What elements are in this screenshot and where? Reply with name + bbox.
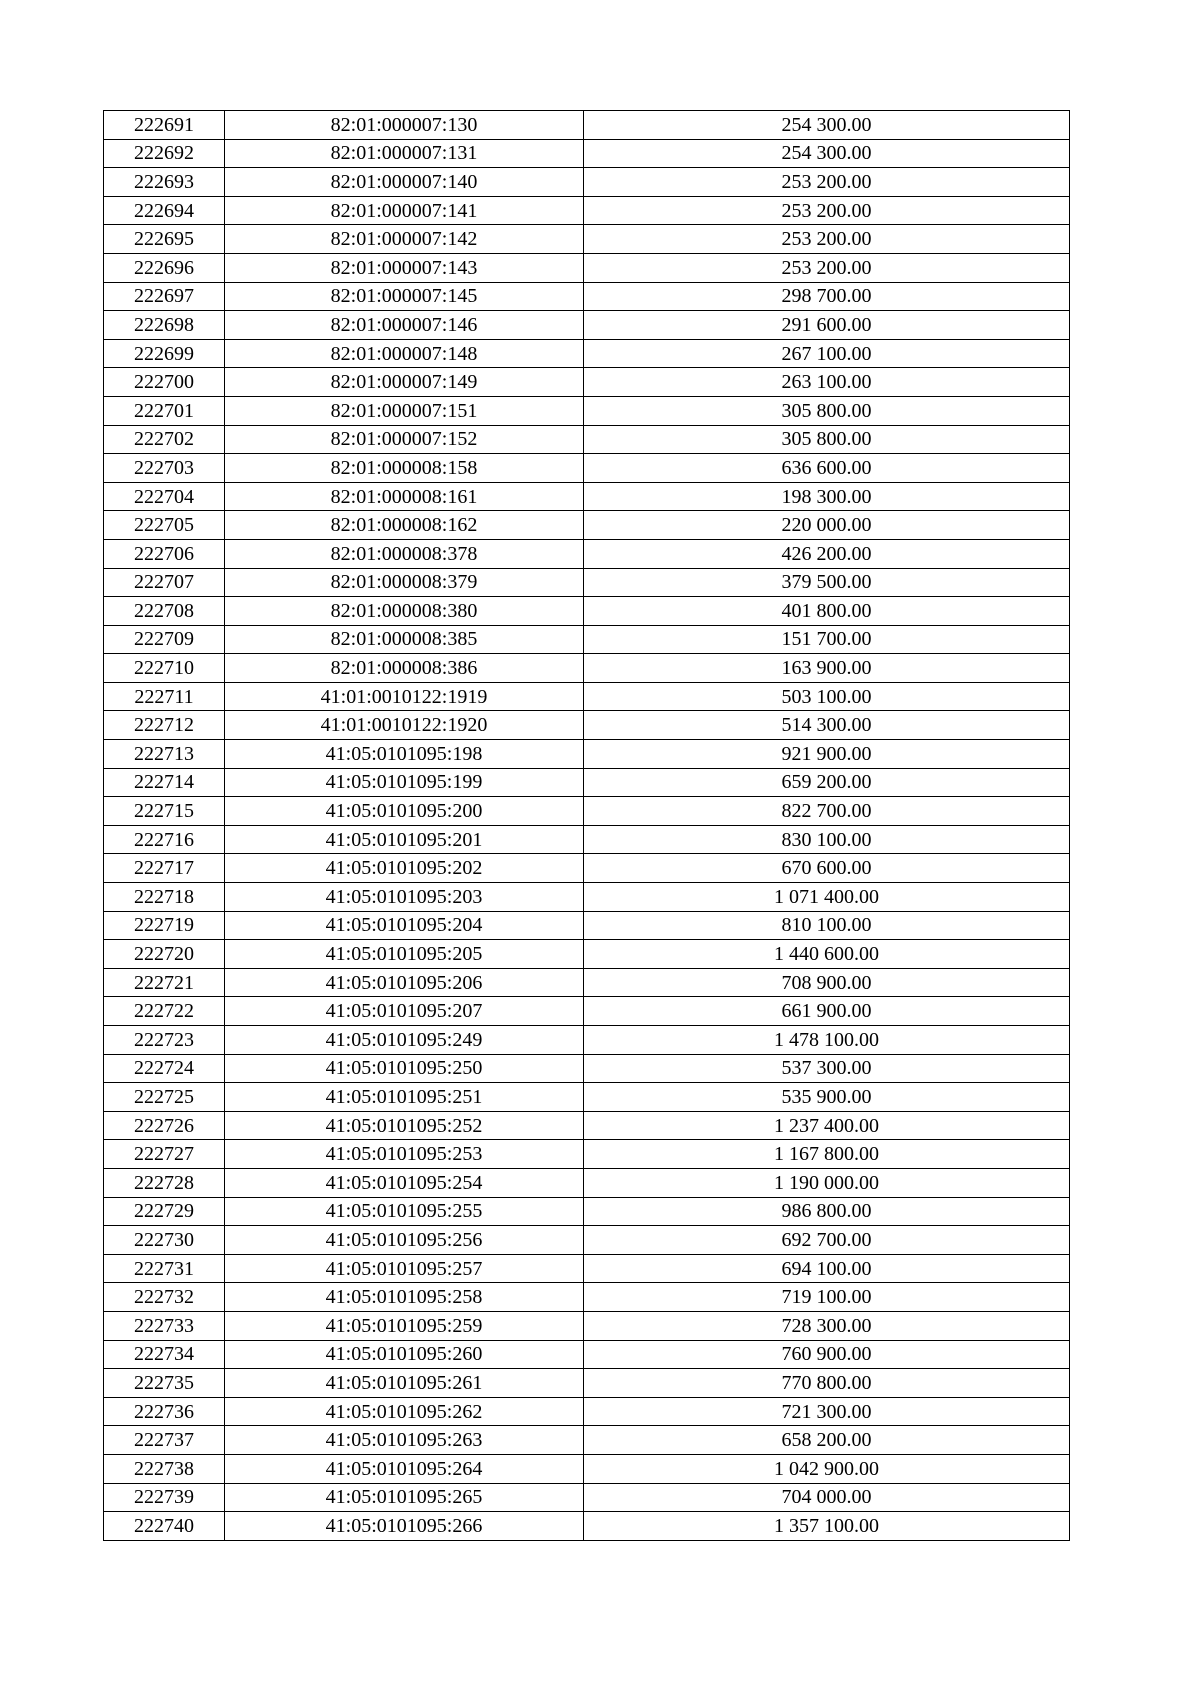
table-row (104, 225, 1070, 254)
row-number-cell: 222723 (104, 1026, 225, 1055)
row-number-cell: 222721 (104, 968, 225, 997)
row-number-cell: 222693 (104, 168, 225, 197)
cadastral-number-cell: 41:05:0101095:254 (225, 1168, 584, 1197)
cadastral-value-cell: 514 300.00 (584, 711, 1070, 740)
table-row (104, 1340, 1070, 1369)
table-row (104, 997, 1070, 1026)
table-row (104, 1197, 1070, 1226)
cadastral-value-cell: 163 900.00 (584, 654, 1070, 683)
cadastral-value-cell: 708 900.00 (584, 968, 1070, 997)
row-number-cell: 222703 (104, 454, 225, 483)
cadastral-number-cell: 41:05:0101095:204 (225, 911, 584, 940)
cadastral-value-cell: 379 500.00 (584, 568, 1070, 597)
row-number-cell: 222737 (104, 1426, 225, 1455)
row-number-cell: 222708 (104, 597, 225, 626)
table-row (104, 253, 1070, 282)
cadastral-value-cell: 692 700.00 (584, 1226, 1070, 1255)
row-number-cell: 222697 (104, 282, 225, 311)
cadastral-value-cell: 1 190 000.00 (584, 1168, 1070, 1197)
table-row (104, 854, 1070, 883)
row-number-cell: 222700 (104, 368, 225, 397)
cadastral-number-cell: 82:01:000007:143 (225, 253, 584, 282)
table-row (104, 311, 1070, 340)
cadastral-value-cell: 704 000.00 (584, 1483, 1070, 1512)
row-number-cell: 222702 (104, 425, 225, 454)
cadastral-value-cell: 253 200.00 (584, 196, 1070, 225)
table-row (104, 1483, 1070, 1512)
cadastral-number-cell: 82:01:000007:130 (225, 111, 584, 140)
table-row (104, 568, 1070, 597)
table-row (104, 1283, 1070, 1312)
row-number-cell: 222732 (104, 1283, 225, 1312)
row-number-cell: 222699 (104, 339, 225, 368)
cadastral-number-cell: 41:05:0101095:265 (225, 1483, 584, 1512)
table-row (104, 1254, 1070, 1283)
row-number-cell: 222735 (104, 1369, 225, 1398)
cadastral-value-cell: 830 100.00 (584, 825, 1070, 854)
cadastral-value-cell: 921 900.00 (584, 740, 1070, 769)
cadastral-value-cell: 822 700.00 (584, 797, 1070, 826)
row-number-cell: 222725 (104, 1083, 225, 1112)
table-row (104, 425, 1070, 454)
cadastral-value-cell: 694 100.00 (584, 1254, 1070, 1283)
cadastral-value-cell: 503 100.00 (584, 682, 1070, 711)
row-number-cell: 222720 (104, 940, 225, 969)
row-number-cell: 222726 (104, 1111, 225, 1140)
cadastral-value-cell: 151 700.00 (584, 625, 1070, 654)
row-number-cell: 222722 (104, 997, 225, 1026)
row-number-cell: 222705 (104, 511, 225, 540)
table-row (104, 797, 1070, 826)
table-row (104, 111, 1070, 140)
table-body (104, 111, 1070, 1541)
cadastral-number-cell: 82:01:000007:149 (225, 368, 584, 397)
row-number-cell: 222724 (104, 1054, 225, 1083)
cadastral-number-cell: 41:05:0101095:253 (225, 1140, 584, 1169)
cadastral-number-cell: 82:01:000007:146 (225, 311, 584, 340)
cadastral-number-cell: 82:01:000008:162 (225, 511, 584, 540)
cadastral-number-cell: 82:01:000007:152 (225, 425, 584, 454)
table-row (104, 1026, 1070, 1055)
table-row (104, 196, 1070, 225)
row-number-cell: 222710 (104, 654, 225, 683)
cadastral-value-cell: 253 200.00 (584, 168, 1070, 197)
cadastral-number-cell: 41:05:0101095:255 (225, 1197, 584, 1226)
table-row (104, 1111, 1070, 1140)
cadastral-value-cell: 305 800.00 (584, 425, 1070, 454)
table-row (104, 368, 1070, 397)
table-row (104, 1311, 1070, 1340)
cadastral-number-cell: 41:05:0101095:263 (225, 1426, 584, 1455)
row-number-cell: 222731 (104, 1254, 225, 1283)
cadastral-value-cell: 267 100.00 (584, 339, 1070, 368)
cadastral-value-cell: 537 300.00 (584, 1054, 1070, 1083)
cadastral-number-cell: 41:05:0101095:258 (225, 1283, 584, 1312)
cadastral-value-cell: 760 900.00 (584, 1340, 1070, 1369)
cadastral-value-table (103, 110, 1070, 1541)
cadastral-number-cell: 41:05:0101095:261 (225, 1369, 584, 1398)
cadastral-number-cell: 41:05:0101095:251 (225, 1083, 584, 1112)
cadastral-number-cell: 82:01:000007:142 (225, 225, 584, 254)
table-row (104, 1140, 1070, 1169)
table-row (104, 968, 1070, 997)
table-row (104, 825, 1070, 854)
cadastral-number-cell: 41:05:0101095:203 (225, 883, 584, 912)
cadastral-number-cell: 82:01:000008:161 (225, 482, 584, 511)
row-number-cell: 222704 (104, 482, 225, 511)
cadastral-number-cell: 41:05:0101095:199 (225, 768, 584, 797)
row-number-cell: 222713 (104, 740, 225, 769)
cadastral-number-cell: 41:05:0101095:205 (225, 940, 584, 969)
table-row (104, 940, 1070, 969)
cadastral-number-cell: 41:05:0101095:202 (225, 854, 584, 883)
cadastral-number-cell: 41:05:0101095:256 (225, 1226, 584, 1255)
cadastral-value-cell: 220 000.00 (584, 511, 1070, 540)
cadastral-number-cell: 41:05:0101095:259 (225, 1311, 584, 1340)
cadastral-number-cell: 41:05:0101095:252 (225, 1111, 584, 1140)
cadastral-value-cell: 636 600.00 (584, 454, 1070, 483)
row-number-cell: 222740 (104, 1512, 225, 1541)
table-row (104, 396, 1070, 425)
table-row (104, 1226, 1070, 1255)
table-row (104, 1454, 1070, 1483)
cadastral-number-cell: 41:05:0101095:266 (225, 1512, 584, 1541)
row-number-cell: 222709 (104, 625, 225, 654)
cadastral-value-cell: 254 300.00 (584, 139, 1070, 168)
cadastral-value-cell: 401 800.00 (584, 597, 1070, 626)
cadastral-value-cell: 1 440 600.00 (584, 940, 1070, 969)
table-row (104, 654, 1070, 683)
cadastral-value-cell: 810 100.00 (584, 911, 1070, 940)
cadastral-value-cell: 198 300.00 (584, 482, 1070, 511)
cadastral-value-cell: 1 237 400.00 (584, 1111, 1070, 1140)
table-row (104, 1512, 1070, 1541)
table-row (104, 1397, 1070, 1426)
cadastral-value-cell: 770 800.00 (584, 1369, 1070, 1398)
cadastral-number-cell: 41:05:0101095:262 (225, 1397, 584, 1426)
cadastral-number-cell: 41:05:0101095:200 (225, 797, 584, 826)
cadastral-value-cell: 728 300.00 (584, 1311, 1070, 1340)
row-number-cell: 222701 (104, 396, 225, 425)
row-number-cell: 222707 (104, 568, 225, 597)
cadastral-number-cell: 41:05:0101095:260 (225, 1340, 584, 1369)
table-row (104, 339, 1070, 368)
row-number-cell: 222715 (104, 797, 225, 826)
row-number-cell: 222698 (104, 311, 225, 340)
cadastral-number-cell: 82:01:000007:131 (225, 139, 584, 168)
cadastral-value-cell: 721 300.00 (584, 1397, 1070, 1426)
cadastral-value-cell: 1 167 800.00 (584, 1140, 1070, 1169)
cadastral-value-cell: 1 071 400.00 (584, 883, 1070, 912)
row-number-cell: 222719 (104, 911, 225, 940)
row-number-cell: 222714 (104, 768, 225, 797)
cadastral-number-cell: 41:01:0010122:1919 (225, 682, 584, 711)
cadastral-number-cell: 41:05:0101095:198 (225, 740, 584, 769)
cadastral-number-cell: 82:01:000008:378 (225, 539, 584, 568)
row-number-cell: 222695 (104, 225, 225, 254)
table-row (104, 1054, 1070, 1083)
cadastral-value-cell: 305 800.00 (584, 396, 1070, 425)
cadastral-number-cell: 82:01:000008:380 (225, 597, 584, 626)
cadastral-value-cell: 535 900.00 (584, 1083, 1070, 1112)
cadastral-number-cell: 41:05:0101095:257 (225, 1254, 584, 1283)
table-row (104, 682, 1070, 711)
row-number-cell: 222712 (104, 711, 225, 740)
row-number-cell: 222728 (104, 1168, 225, 1197)
cadastral-number-cell: 41:05:0101095:201 (225, 825, 584, 854)
cadastral-number-cell: 41:01:0010122:1920 (225, 711, 584, 740)
cadastral-number-cell: 41:05:0101095:249 (225, 1026, 584, 1055)
cadastral-value-cell: 658 200.00 (584, 1426, 1070, 1455)
table-row (104, 883, 1070, 912)
table-row (104, 511, 1070, 540)
cadastral-value-cell: 426 200.00 (584, 539, 1070, 568)
cadastral-value-cell: 1 478 100.00 (584, 1026, 1070, 1055)
row-number-cell: 222729 (104, 1197, 225, 1226)
cadastral-value-cell: 263 100.00 (584, 368, 1070, 397)
table-row (104, 168, 1070, 197)
row-number-cell: 222692 (104, 139, 225, 168)
cadastral-value-cell: 1 042 900.00 (584, 1454, 1070, 1483)
cadastral-value-cell: 253 200.00 (584, 225, 1070, 254)
table-row (104, 711, 1070, 740)
table-row (104, 597, 1070, 626)
row-number-cell: 222711 (104, 682, 225, 711)
cadastral-number-cell: 82:01:000008:379 (225, 568, 584, 597)
cadastral-value-cell: 986 800.00 (584, 1197, 1070, 1226)
table-row (104, 625, 1070, 654)
cadastral-number-cell: 41:05:0101095:264 (225, 1454, 584, 1483)
cadastral-number-cell: 41:05:0101095:207 (225, 997, 584, 1026)
table-row (104, 1083, 1070, 1112)
cadastral-value-cell: 253 200.00 (584, 253, 1070, 282)
cadastral-number-cell: 82:01:000008:386 (225, 654, 584, 683)
cadastral-value-cell: 719 100.00 (584, 1283, 1070, 1312)
row-number-cell: 222718 (104, 883, 225, 912)
cadastral-number-cell: 82:01:000007:145 (225, 282, 584, 311)
cadastral-number-cell: 82:01:000007:140 (225, 168, 584, 197)
row-number-cell: 222733 (104, 1311, 225, 1340)
cadastral-value-cell: 298 700.00 (584, 282, 1070, 311)
table-row (104, 282, 1070, 311)
table-row (104, 1369, 1070, 1398)
cadastral-value-cell: 254 300.00 (584, 111, 1070, 140)
row-number-cell: 222691 (104, 111, 225, 140)
row-number-cell: 222738 (104, 1454, 225, 1483)
table-row (104, 482, 1070, 511)
cadastral-number-cell: 82:01:000008:385 (225, 625, 584, 654)
row-number-cell: 222694 (104, 196, 225, 225)
cadastral-number-cell: 41:05:0101095:250 (225, 1054, 584, 1083)
row-number-cell: 222716 (104, 825, 225, 854)
table-row (104, 768, 1070, 797)
cadastral-value-cell: 670 600.00 (584, 854, 1070, 883)
cadastral-number-cell: 82:01:000007:151 (225, 396, 584, 425)
table-row (104, 539, 1070, 568)
row-number-cell: 222696 (104, 253, 225, 282)
row-number-cell: 222717 (104, 854, 225, 883)
cadastral-value-cell: 659 200.00 (584, 768, 1070, 797)
cadastral-number-cell: 82:01:000007:148 (225, 339, 584, 368)
table-row (104, 1426, 1070, 1455)
table-row (104, 1168, 1070, 1197)
table-row (104, 740, 1070, 769)
cadastral-value-cell: 1 357 100.00 (584, 1512, 1070, 1541)
row-number-cell: 222734 (104, 1340, 225, 1369)
cadastral-number-cell: 41:05:0101095:206 (225, 968, 584, 997)
cadastral-value-cell: 661 900.00 (584, 997, 1070, 1026)
row-number-cell: 222739 (104, 1483, 225, 1512)
row-number-cell: 222727 (104, 1140, 225, 1169)
cadastral-value-cell: 291 600.00 (584, 311, 1070, 340)
cadastral-number-cell: 82:01:000008:158 (225, 454, 584, 483)
row-number-cell: 222736 (104, 1397, 225, 1426)
row-number-cell: 222730 (104, 1226, 225, 1255)
table-row (104, 454, 1070, 483)
row-number-cell: 222706 (104, 539, 225, 568)
table-row (104, 911, 1070, 940)
table-row (104, 139, 1070, 168)
cadastral-number-cell: 82:01:000007:141 (225, 196, 584, 225)
